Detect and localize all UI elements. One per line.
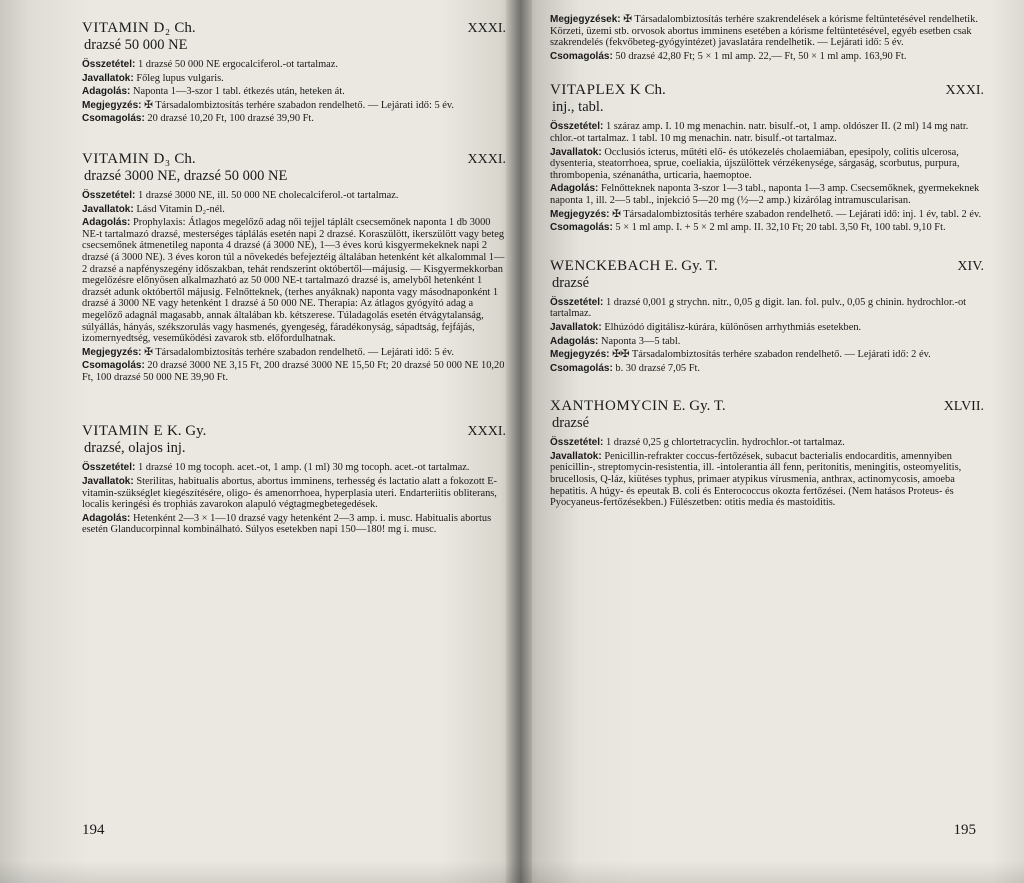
right-page (520, 0, 1024, 883)
field-text: Hetenként 2—3 × 1—10 drazsé vagy hetenként 2—3 amp. i. musc. Habitualis abortus esetén Glanducorpinnal kombinálható. Súlyos esetekben napi 150—180! mg i. musc. (82, 512, 492, 536)
field-text: Prophylaxis: Átlagos megelőző adag női tejjel táplált csecsemőnek naponta 1 db 3000 NE-t tartalmazó drazsé, mesterséges táplálás esetén napi 2 drazsé. Koraszülött, ikerszülött vagy beteg csecsemőnek átmenetileg naponta 4 drazsé (á 3000 NE), 1—3 éves korú kisgyermekeknek napi 2 drazsé (á 3000 NE). 3 éves koron túl a növekedés befejeztéig általában hetenként két alkalommal 1—2 drazsé a napfényszegény időszakban, tehát rendszerint októbertől—májusig. — Kisgyermekkorban megelőzésre előnyösen alkalmazható az 50 000 NE-t tartalmazó drazsé is, amelyből hetenként 1 drazsét adunk októbertől májusig. Felnőtteknek, (terhes anyáknak) naponta vagy másodnaponként 1 drazsé á 3000 NE vagy hetenként 1 drazsé á 50 000 NE. Therapia: Az átlagos gyógyító adag a megelőző adagnál magasabb, annak általában kb. kétszerese. Túladagolás esetén étvágytalanság, súlyállás, hányás, székszorulás vagy hasmenés, gyengeség, fáradékonyság, sápadtság, fejfájás, izomernyedtség, veseműködési zavarok stb. előfordulhatnak. (82, 217, 505, 345)
field-dosage (82, 217, 506, 345)
field-label: Adagolás: (82, 217, 131, 229)
page-number-left: 194 (82, 822, 105, 838)
group-number: XXXI. (467, 21, 506, 36)
manufacturer: K Ch. (629, 82, 666, 99)
field-label: Összetétel: (82, 462, 136, 474)
field-label: Összetétel: (550, 296, 604, 308)
field-label: Javallatok: (82, 203, 134, 215)
field-dosage (82, 513, 506, 536)
field-text: Penicillin-refrakter coccus-fertőzések, subacut bacterialis endocarditis, amennyiben penicillin-, streptomycin-resistentia, ill. -intolerantia áll fenn, peritonitis, meningitis, osteomyelitis, brucellosis, Q-láz, kiütéses typhus, primaer atypikus vírusmenia, anthrax, actinomycosis, amoeba hepatitis. A húgy- és epeutak B. coli és Enterococcus okozta fertőzései. (Nem hatásos Proteus- és Pyocyaneus-fertőzésekben.) Fülészetben: otitis media és mastoiditis. (550, 450, 962, 509)
entry-heading (82, 20, 506, 37)
field-text: 1 drazsé 0,25 g chlortetracyclin. hydrochlor.-ot tartalmaz. (605, 437, 845, 449)
field-packaging (550, 222, 984, 234)
field-text: ✠✠ Társadalombiztosítás terhére szabadon rendelhető. — Lejárati idő: 2 év. (612, 349, 931, 361)
field-composition (82, 462, 506, 474)
field-label: Adagolás: (550, 183, 599, 195)
field-text: 50 drazsé 42,80 Ft; 5 × 1 ml amp. 22,— Ft, 50 × 1 ml amp. 163,90 Ft. (615, 50, 907, 62)
field-label: Megjegyzések: (550, 14, 621, 25)
entry-wenckebach (550, 258, 984, 375)
field-text: Lásd Vitamin D₂-nél. (136, 203, 225, 215)
field-text: Occlusiós icterus, műtéti elő- és utókezelés cholaemiában, epesipoly, colitis ulcerosa, dysenteria, steatorrhoea, sprue, coeliakia, újszülöttek vérzékenysége, sárgaság, scorbutus, purpura, thrombopenia, szénanátha, urticaria, haemoptoe. (550, 146, 960, 181)
field-indications (82, 204, 506, 216)
field-label: Csomagolás: (550, 50, 613, 62)
field-text: 1 drazsé 0,001 g strychn. nitr., 0,05 g digit. lan. fol. pulv., 0,05 g chinin. hydrochlor.-ot tartalmaz. (550, 296, 967, 320)
drug-name: VITAMIN D₂ (82, 20, 171, 36)
field-label: Összetétel: (550, 121, 604, 133)
book-spine-shadow (506, 0, 532, 883)
drug-name: XANTHOMYCIN (550, 398, 669, 415)
dosage-form: inj., tabl. (552, 99, 604, 116)
field-label: Összetétel: (550, 437, 604, 449)
entry-heading (82, 151, 506, 168)
manufacturer: K. Gy. (166, 423, 207, 440)
field-text: Sterilitas, habitualis abortus, abortus imminens, terhesség és lactatio alatt a fokozott E-vitamin-szükséglet kiegészítésére, oligo- és amenorrhoea, hyperplasia uteri. Endarteriitis obliterans, localis keringési és trophiás zavarokon alapuló végtagmegbetegedések. (82, 476, 498, 511)
field-packaging (550, 51, 984, 63)
bottom-page-edge (0, 861, 1024, 883)
field-label: Összetétel: (82, 189, 136, 201)
field-label: Csomagolás: (82, 360, 145, 372)
field-composition (550, 121, 984, 144)
dosage-form: drazsé, olajos inj. (84, 440, 186, 457)
field-text: 1 drazsé 50 000 NE ergocalciferol.-ot tartalmaz. (137, 59, 338, 70)
entry-vitamin-d2 (82, 20, 506, 125)
manufacturer: Ch. (174, 20, 196, 36)
field-label: Javallatok: (82, 476, 134, 488)
field-text: 1 drazsé 10 mg tocoph. acet.-ot, 1 amp. (1 ml) 30 mg tocoph. acet.-ot tartalmaz. (137, 462, 470, 474)
field-label: Csomagolás: (82, 113, 145, 125)
dosage-form: drazsé 3000 NE, drazsé 50 000 NE (84, 167, 288, 184)
manufacturer: E. Gy. T. (664, 257, 718, 274)
field-indications (82, 73, 506, 85)
field-label: Javallatok: (82, 72, 134, 84)
field-composition (82, 190, 506, 202)
drug-name: VITAMIN D₃ (82, 150, 171, 167)
drug-name: VITAMIN E (82, 423, 164, 440)
field-text: b. 30 drazsé 7,05 Ft. (615, 362, 700, 374)
field-label: Megjegyzés: (82, 99, 142, 111)
dosage-form: drazsé (552, 415, 590, 432)
field-indications (550, 322, 984, 334)
field-label: Csomagolás: (550, 362, 613, 374)
field-note (550, 14, 984, 49)
field-indications (550, 451, 984, 509)
field-packaging (82, 360, 506, 383)
field-dosage (82, 86, 506, 98)
entry-vitamin-e-continued (550, 14, 984, 62)
drug-name: VITAPLEX (550, 82, 627, 99)
field-text: Naponta 3—5 tabl. (600, 335, 681, 347)
group-number: XXXI. (467, 151, 506, 167)
entry-heading (550, 398, 984, 415)
field-composition (550, 437, 984, 449)
field-label: Javallatok: (550, 450, 602, 462)
entry-vitamin-e (82, 423, 506, 536)
field-note (550, 209, 984, 221)
field-label: Adagolás: (550, 335, 599, 347)
field-text: Naponta 1—3-szor 1 tabl. étkezés után, heteken át. (132, 86, 345, 98)
field-text: Elhúzódó digitálisz-kúrára, különösen arrhythmiás esetekben. (604, 321, 862, 333)
field-text: 5 × 1 ml amp. I. + 5 × 2 ml amp. II. 32,10 Ft; 20 tabl. 3,50 Ft, 100 tabl. 9,10 Ft. (615, 222, 946, 234)
group-number: XXXI. (467, 424, 506, 440)
field-text: Főleg lupus vulgaris. (136, 72, 224, 84)
field-label: Adagolás: (82, 86, 131, 98)
field-dosage (550, 183, 984, 206)
group-number: XIV. (957, 258, 984, 274)
field-note (82, 347, 506, 359)
field-label: Megjegyzés: (82, 346, 142, 358)
field-text: ✠ Társadalombiztosítás terhére szabadon rendelhető. — Lejárati idő: 5 év. (144, 346, 455, 358)
field-text: ✠ Társadalombiztosítás terhére szabadon rendelhető. — Lejárati idő: 5 év. (144, 99, 455, 111)
field-text: ✠ Társadalombiztosítás terhére szakrendelések a kórisme feltüntetésével rendelhetik. Körzeti, üzemi stb. orvosok abortus imminens esetében a kórisme feltüntetésével, egyéb esetben csak szakrendelés (fekvőbeteg-gyógyintézet) javaslatára rendelhetik. — Lejárati idő: 5 év. (550, 14, 978, 49)
field-dosage (550, 336, 984, 348)
entry-heading (82, 423, 506, 440)
entry-vitaplex (550, 82, 984, 233)
field-note (550, 349, 984, 361)
field-indications (550, 147, 984, 182)
manufacturer: Ch. (174, 150, 196, 167)
field-packaging (82, 113, 506, 125)
group-number: XLVII. (943, 399, 984, 415)
field-label: Javallatok: (550, 146, 602, 158)
field-label: Csomagolás: (550, 222, 613, 234)
entry-heading (550, 82, 984, 99)
field-indications (82, 476, 506, 511)
drug-name: WENCKEBACH (550, 257, 661, 274)
dosage-form: drazsé (552, 274, 590, 291)
field-note (82, 100, 506, 112)
field-label: Adagolás: (82, 512, 131, 524)
field-text: 20 drazsé 3000 NE 3,15 Ft, 200 drazsé 3000 NE 15,50 Ft; 20 drazsé 50 000 NE 10,20 Ft, 100 drazsé 50 000 NE 39,90 Ft. (82, 360, 505, 383)
field-label: Javallatok: (550, 321, 602, 333)
field-composition (550, 297, 984, 320)
field-packaging (550, 363, 984, 375)
page-number-right: 195 (953, 822, 976, 838)
field-label: Összetétel: (82, 59, 136, 70)
entry-xanthomycin (550, 398, 984, 509)
entry-heading (550, 258, 984, 275)
group-number: XXXI. (945, 83, 984, 99)
field-text: 1 száraz amp. I. 10 mg menachin. natr. bisulf.-ot, 1 amp. oldószer II. (2 ml) 14 mg natr. chlor.-ot tartalmaz. 1 tabl. 10 mg menachin. natr. bisulf.-ot tartalmaz. (550, 121, 969, 144)
manufacturer: E. Gy. T. (672, 398, 726, 415)
field-text: Felnőtteknek naponta 3-szor 1—3 tabl., naponta 1—3 amp. Csecsemőknek, gyermekeknek naponta 1, ill. 2—5 tabl., injekció 5—20 mg (½—2 amp.) kizárólag intramuscularisan. (550, 183, 980, 206)
field-text: ✠ Társadalombiztosítás terhére szabadon rendelhető. — Lejárati idő: inj. 1 év, tabl. 2 év. (612, 208, 982, 220)
field-composition (82, 59, 506, 71)
dosage-form: drazsé 50 000 NE (84, 37, 188, 53)
field-label: Megjegyzés: (550, 349, 610, 361)
field-text: 20 drazsé 10,20 Ft, 100 drazsé 39,90 Ft. (147, 113, 314, 125)
field-text: 1 drazsé 3000 NE, ill. 50 000 NE cholecalciferol.-ot tartalmaz. (137, 189, 399, 201)
field-label: Megjegyzés: (550, 208, 610, 220)
entry-vitamin-d3 (82, 151, 506, 384)
